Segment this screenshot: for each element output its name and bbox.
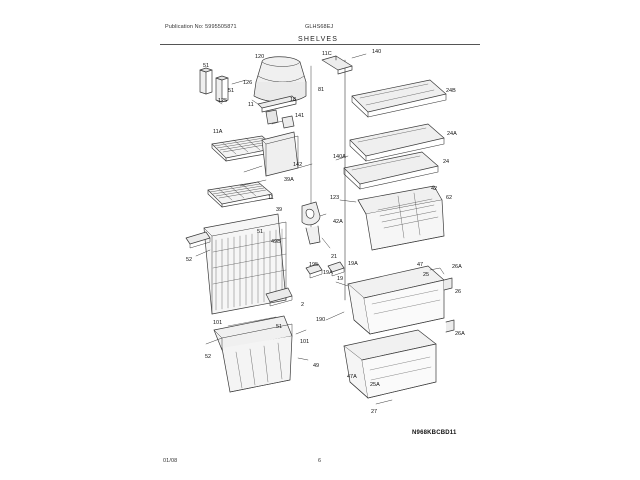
callout-label: 62 bbox=[446, 195, 453, 201]
callout-label: 19A bbox=[323, 270, 333, 276]
callout-label: 26A bbox=[452, 264, 462, 270]
callout-label: 51 bbox=[203, 63, 210, 69]
callout-label: 81 bbox=[318, 87, 325, 93]
callout-label: 21 bbox=[331, 254, 338, 260]
callout-label: 24B bbox=[446, 88, 456, 94]
callout-label: 125 bbox=[218, 98, 228, 104]
callout-label: 142 bbox=[293, 162, 303, 168]
callout-label: 120 bbox=[255, 54, 265, 60]
callout-label: 2 bbox=[301, 302, 305, 308]
callout-label: 39A bbox=[284, 177, 294, 183]
callout-label: 26A bbox=[455, 331, 465, 337]
footer-date: 01/08 bbox=[163, 458, 178, 464]
callout-label: 49 bbox=[313, 363, 320, 369]
callout-label: 49B bbox=[271, 239, 281, 245]
callout-label: 27 bbox=[371, 409, 378, 415]
callout-label: 195 bbox=[309, 262, 319, 268]
callout-label: 11C bbox=[322, 51, 332, 57]
publication-number: Publication No: 5995505871 bbox=[165, 24, 237, 30]
callout-label: 51 bbox=[257, 229, 264, 235]
callout-label: 11 bbox=[268, 195, 274, 201]
callout-label: 47A bbox=[347, 374, 357, 380]
callout-label: 123 bbox=[330, 195, 340, 201]
callout-label: 42 bbox=[431, 186, 438, 192]
callout-label: 47 bbox=[417, 262, 424, 268]
callout-label: 126 bbox=[243, 80, 253, 86]
footer-page-number: 6 bbox=[318, 458, 322, 464]
callout-label: 42A bbox=[333, 219, 343, 225]
callout-label: 25A bbox=[370, 382, 380, 388]
callout-label: 11 bbox=[248, 102, 254, 108]
callout-label: 51 bbox=[228, 88, 235, 94]
callout-label: 24A bbox=[447, 131, 457, 137]
callout-label: 101 bbox=[300, 339, 310, 345]
callout-label: 140A bbox=[333, 154, 346, 160]
model-number: GLHS68EJ bbox=[305, 24, 334, 30]
callout-label: 25 bbox=[423, 272, 430, 278]
page-title: SHELVES bbox=[298, 36, 339, 43]
callout-label: 190 bbox=[316, 317, 326, 323]
callout-label: 26 bbox=[455, 289, 462, 295]
diagram-code: N968KBCBD11 bbox=[412, 430, 457, 436]
callout-label: 140 bbox=[372, 49, 382, 55]
callout-label: 52 bbox=[186, 257, 193, 263]
callout-label: 39 bbox=[276, 207, 283, 213]
callout-label: 18 bbox=[290, 97, 297, 103]
callout-label: 51 bbox=[276, 324, 283, 330]
callout-label: 11A bbox=[213, 129, 223, 135]
callout-label: 141 bbox=[295, 113, 305, 119]
callout-label: 101 bbox=[213, 320, 223, 326]
callout-label: 19A bbox=[348, 261, 358, 267]
callout-label: 19 bbox=[337, 276, 344, 282]
callout-label: 24 bbox=[443, 159, 450, 165]
callout-label: 52 bbox=[205, 354, 212, 360]
